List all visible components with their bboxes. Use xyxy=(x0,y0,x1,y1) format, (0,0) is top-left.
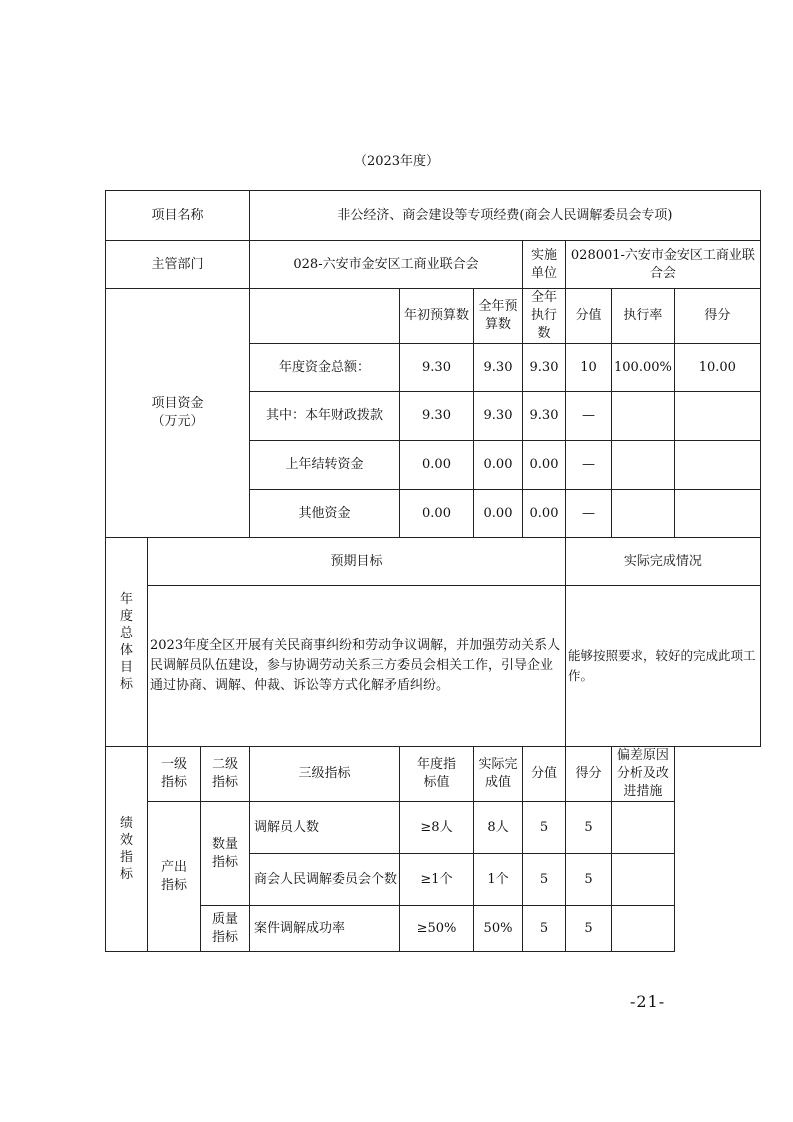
year-label: （2023年度） xyxy=(353,154,440,169)
level2-header: 二级指标 xyxy=(201,747,250,802)
funds-rate xyxy=(612,441,675,490)
score-header: 分值 xyxy=(566,289,612,344)
performance-row xyxy=(106,906,761,952)
indicator-analysis xyxy=(612,802,675,854)
expected-goal-text: 2023年度全区开展有关民商事纠纷和劳动争议调解，并加强劳动关系人民调解员队伍建设，参与协调劳动关系三方委员会相关工作，引导企业通过协商、调解、仲裁、诉讼等方式化解矛盾纠纷。 xyxy=(148,586,566,747)
level1-header: 一级指标 xyxy=(148,747,201,802)
points-header: 得分 xyxy=(674,289,760,344)
funds-executed: 0.00 xyxy=(523,441,566,490)
actual-result-text: 能够按照要求，较好的完成此项工作。 xyxy=(566,586,761,747)
indicator-name: 商会人民调解委员会个数 xyxy=(250,854,400,906)
funds-initial: 9.30 xyxy=(400,344,474,392)
funds-row-label: 其中：本年财政拨款 xyxy=(250,392,400,441)
funds-points: 10.00 xyxy=(674,344,760,392)
funds-annual: 9.30 xyxy=(474,392,523,441)
funds-row-label: 年度资金总额： xyxy=(250,344,400,392)
funds-annual: 9.30 xyxy=(474,344,523,392)
indicator-analysis xyxy=(612,906,675,952)
indicator-name: 案件调解成功率 xyxy=(250,906,400,952)
funds-score: — xyxy=(566,392,612,441)
output-indicator-label: 产出指标 xyxy=(148,802,201,952)
goals-content-row xyxy=(106,586,761,747)
rate-header: 执行率 xyxy=(612,289,675,344)
indicator-points: 5 xyxy=(566,802,612,854)
funds-rate xyxy=(612,490,675,538)
executed-header: 全年执行数 xyxy=(523,289,566,344)
funds-header-row xyxy=(106,289,761,344)
funds-points xyxy=(674,441,760,490)
performance-header-row xyxy=(106,747,761,802)
indicator-target: ≥8人 xyxy=(400,802,474,854)
funds-initial: 0.00 xyxy=(400,441,474,490)
indicator-points: 5 xyxy=(566,854,612,906)
funds-row-label: 其他资金 xyxy=(250,490,400,538)
indicator-target: ≥50% xyxy=(400,906,474,952)
indicator-target: ≥1个 xyxy=(400,854,474,906)
annual-budget-header: 全年预算数 xyxy=(474,289,523,344)
indicator-actual: 8人 xyxy=(474,802,523,854)
funds-score: — xyxy=(566,490,612,538)
funds-points xyxy=(674,490,760,538)
quantity-indicator-label: 数量指标 xyxy=(201,802,250,906)
level3-header: 三级指标 xyxy=(250,747,400,802)
funds-section-label: 项目资金 （万元） xyxy=(106,289,250,538)
performance-table xyxy=(105,190,761,952)
funds-annual: 0.00 xyxy=(474,490,523,538)
perf-points-header: 得分 xyxy=(566,747,612,802)
funds-score: 10 xyxy=(566,344,612,392)
indicator-name: 调解员人数 xyxy=(250,802,400,854)
indicator-actual: 1个 xyxy=(474,854,523,906)
funds-row-label: 上年结转资金 xyxy=(250,441,400,490)
funds-rate xyxy=(612,392,675,441)
project-name-label: 项目名称 xyxy=(106,191,250,241)
funds-executed: 9.30 xyxy=(523,344,566,392)
department-label: 主管部门 xyxy=(106,241,250,289)
funds-executed: 9.30 xyxy=(523,392,566,441)
expected-goal-header: 预期目标 xyxy=(148,538,566,586)
implementing-unit-value: 028001-六安市金安区工商业联合会 xyxy=(566,241,761,289)
indicator-score: 5 xyxy=(523,802,566,854)
indicator-score: 5 xyxy=(523,906,566,952)
funds-points xyxy=(674,392,760,441)
goals-section-label: 年度总体目标 xyxy=(106,538,148,747)
indicator-actual: 50% xyxy=(474,906,523,952)
initial-budget-header: 年初预算数 xyxy=(400,289,474,344)
funds-executed: 0.00 xyxy=(523,490,566,538)
performance-row xyxy=(106,802,761,854)
actual-value-header: 实际完成值 xyxy=(474,747,523,802)
implementing-unit-label: 实施单位 xyxy=(523,241,566,289)
analysis-header: 偏差原因分析及改进措施 xyxy=(612,747,675,802)
department-value: 028-六安市金安区工商业联合会 xyxy=(250,241,523,289)
funds-score: — xyxy=(566,441,612,490)
project-name-value: 非公经济、商会建设等专项经费(商会人民调解委员会专项) xyxy=(250,191,761,241)
goals-header-row xyxy=(106,538,761,586)
actual-result-header: 实际完成情况 xyxy=(566,538,761,586)
funds-initial: 0.00 xyxy=(400,490,474,538)
quality-indicator-label: 质量指标 xyxy=(201,906,250,952)
department-row xyxy=(106,241,761,289)
funds-annual: 0.00 xyxy=(474,441,523,490)
performance-section-label: 绩效指标 xyxy=(106,747,148,952)
target-header: 年度指标值 xyxy=(400,747,474,802)
indicator-analysis xyxy=(612,854,675,906)
funds-initial: 9.30 xyxy=(400,392,474,441)
funds-rate: 100.00% xyxy=(612,344,675,392)
page-number: -21- xyxy=(630,992,666,1011)
funds-label-header xyxy=(250,289,400,344)
project-name-row xyxy=(106,191,761,241)
indicator-score: 5 xyxy=(523,854,566,906)
perf-score-header: 分值 xyxy=(523,747,566,802)
indicator-points: 5 xyxy=(566,906,612,952)
